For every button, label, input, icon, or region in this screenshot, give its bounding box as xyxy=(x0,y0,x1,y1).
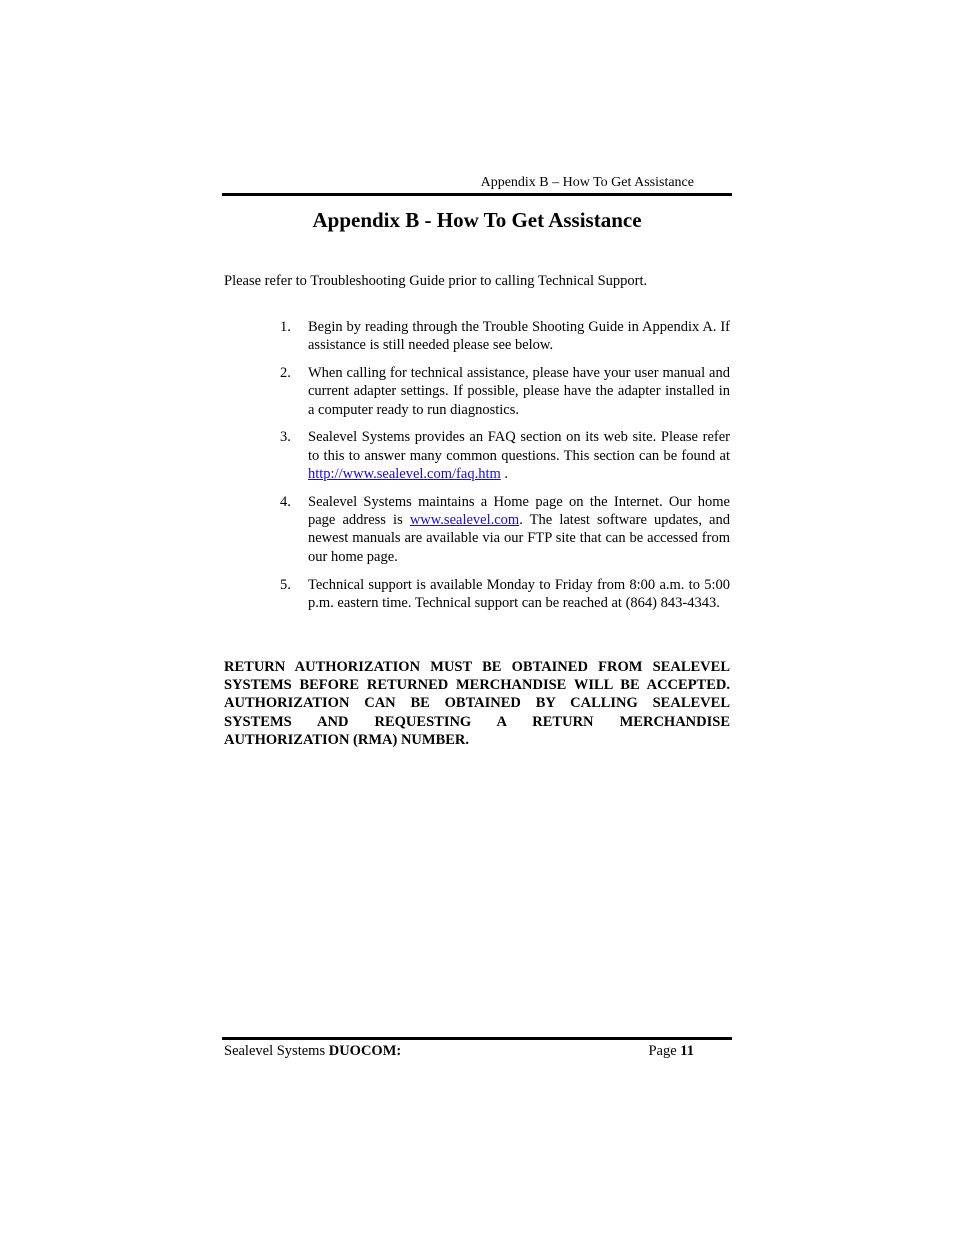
list-item-text: Technical support is available Monday to Friday from 8:00 a.m. to 5:00 p.m. eastern time. Technical support can be reached at (864) 843-4343. xyxy=(308,576,730,611)
footer-product-name: DUOCOM: xyxy=(328,1043,402,1059)
list-item xyxy=(280,318,730,355)
footer-rule xyxy=(222,1037,732,1040)
running-header: Appendix B – How To Get Assistance xyxy=(480,175,694,190)
list-item-text: Begin by reading through the Trouble Shooting Guide in Appendix A. If assistance is still needed please see below. xyxy=(308,319,730,354)
faq-link[interactable]: http://www.sealevel.com/faq.htm xyxy=(308,466,501,483)
footer-page xyxy=(560,1042,694,1061)
assistance-steps-list xyxy=(280,318,730,622)
list-item-number: 1. xyxy=(280,319,291,335)
footer-page-label: Page xyxy=(648,1043,681,1059)
list-item-text-after: . xyxy=(500,466,508,483)
list-item-text xyxy=(308,493,730,566)
list-item xyxy=(280,576,730,613)
list-item-text: When calling for technical assistance, please have your user manual and current adapter settings. If possible, please have the adapter installed in a computer ready to run diagnostics. xyxy=(308,365,730,418)
list-item xyxy=(280,364,730,419)
page-title: Appendix B - How To Get Assistance xyxy=(312,208,642,232)
page-number: 11 xyxy=(680,1043,694,1059)
footer-company: Sealevel Systems xyxy=(224,1043,329,1059)
footer-product xyxy=(224,1042,401,1061)
list-item xyxy=(280,428,730,483)
intro-paragraph: Please refer to Troubleshooting Guide prior to calling Technical Support. xyxy=(224,273,648,289)
list-item-number: 3. xyxy=(280,429,291,446)
list-item-number: 4. xyxy=(280,493,291,510)
list-item-text-after: . The latest software updates, and newest manuals are available via our FTP site that can be accessed from our home page. xyxy=(308,512,730,565)
list-item xyxy=(280,493,730,566)
rma-notice: RETURN AUTHORIZATION MUST BE OBTAINED FROM SEALEVEL SYSTEMS BEFORE RETURNED MERCHANDISE WILL BE ACCEPTED. AUTHORIZATION CAN BE OBTAINED BY CALLING SEALEVEL SYSTEMS AND REQUESTING A RETURN MERCHANDISE AUTHORIZATION (RMA) NUMBER. xyxy=(224,659,730,748)
home-page-link[interactable]: www.sealevel.com xyxy=(409,512,520,529)
list-item-number: 5. xyxy=(280,576,291,593)
header-rule xyxy=(222,193,732,196)
list-item-text-before: Sealevel Systems provides an FAQ section on its web site. Please refer to this to answer many common questions. This section can be found at xyxy=(308,429,730,464)
list-item-number: 2. xyxy=(280,365,291,382)
list-item-text xyxy=(308,428,730,483)
list-item-text-before: Sealevel Systems maintains a Home page on the Internet. Our home page address is xyxy=(308,493,730,529)
